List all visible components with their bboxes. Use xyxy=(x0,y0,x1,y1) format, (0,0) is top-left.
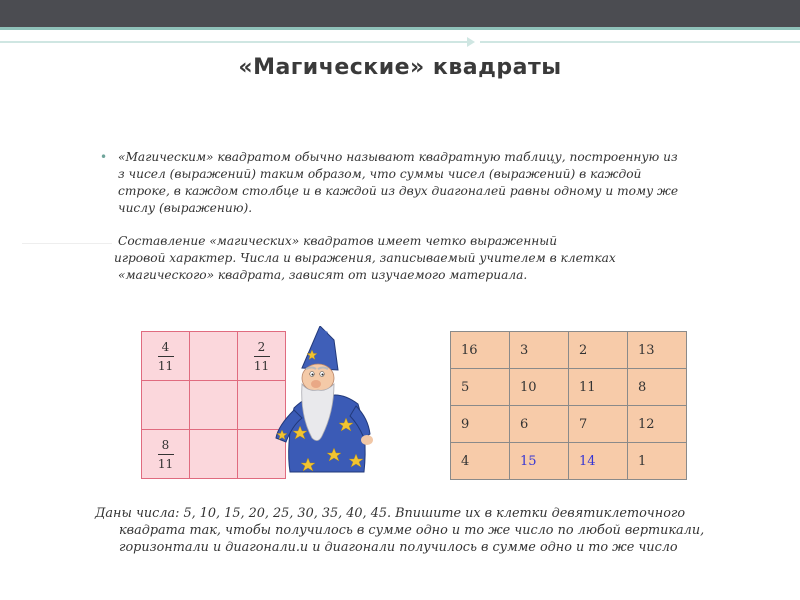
square-cell-highlighted: 15 xyxy=(510,443,569,480)
bullet-line: строке, в каждом столбце и в каждой из двух диагоналей равны одному и тому же xyxy=(118,184,679,198)
square-cell-empty xyxy=(190,381,238,430)
fraction-bar xyxy=(158,454,174,455)
bullet-icon: • xyxy=(100,150,108,164)
square-cell: 1 xyxy=(628,443,687,480)
square-cell xyxy=(142,332,190,381)
fraction-numerator: 8 xyxy=(161,437,170,452)
fraction-numerator: 2 xyxy=(257,339,266,354)
faint-divider xyxy=(22,243,112,244)
task-line: горизонтали и диагонали.и и диагонали получилось в сумме одно и то же число xyxy=(119,540,678,555)
bullet-line: «магического» квадрата, зависят от изучаемого материала. xyxy=(118,268,528,282)
slide-title: «Магические» квадраты xyxy=(238,55,562,80)
accent-arrow xyxy=(467,37,475,47)
bullet-text xyxy=(114,149,758,284)
square-cell: 11 xyxy=(569,369,628,406)
square-cell: 10 xyxy=(510,369,569,406)
slide-top-accent-line xyxy=(0,27,800,30)
fraction-numerator: 4 xyxy=(161,339,170,354)
task-line: Даны числа: 5, 10, 15, 20, 25, 30, 35, 40, 45. Впишите их в клетки девятиклеточного xyxy=(95,506,686,521)
square-cell: 4 xyxy=(451,443,510,480)
bullet-line: игровой характер. Числа и выражения, записываемый учителем в клетках xyxy=(114,251,616,265)
bullet-line: числу (выражению). xyxy=(118,201,253,215)
fraction-denominator: 11 xyxy=(157,456,174,471)
fraction-denominator: 11 xyxy=(253,358,270,373)
square-cell: 9 xyxy=(451,406,510,443)
square-cell-empty xyxy=(190,332,238,381)
square-cell: 3 xyxy=(510,332,569,369)
square-cell: 8 xyxy=(628,369,687,406)
fraction-bar xyxy=(254,356,270,357)
magic-square-numbers xyxy=(450,331,687,480)
square-cell xyxy=(142,430,190,479)
slide-top-bar xyxy=(0,0,800,27)
fraction-bar xyxy=(158,356,174,357)
square-cell-empty xyxy=(142,381,190,430)
bullet-line: Составление «магических» квадратов имеет четко выраженный xyxy=(118,234,558,248)
fraction-denominator: 11 xyxy=(157,358,174,373)
square-cell: 6 xyxy=(510,406,569,443)
square-cell: 12 xyxy=(628,406,687,443)
fraction xyxy=(254,340,270,373)
square-cell: 13 xyxy=(628,332,687,369)
magic-square-fractions xyxy=(141,331,286,479)
bullet-line: з чисел (выражений) таким образом, что суммы чисел (выражений) в каждой xyxy=(118,167,642,181)
task-text xyxy=(95,505,760,556)
wizard-illustration xyxy=(272,326,382,476)
fraction xyxy=(158,340,174,373)
square-cell: 7 xyxy=(569,406,628,443)
square-cell: 16 xyxy=(451,332,510,369)
task-line: квадрата так, чтобы получилось в сумме одно и то же число по любой вертикали, xyxy=(119,523,705,538)
bullet-line: «Магическим» квадратом обычно называют квадратную таблицу, построенную из xyxy=(118,150,678,164)
square-cell: 5 xyxy=(451,369,510,406)
accent-rule-left xyxy=(0,41,470,43)
square-cell-highlighted: 14 xyxy=(569,443,628,480)
square-cell-empty xyxy=(190,430,238,479)
fraction xyxy=(158,438,174,471)
square-cell: 2 xyxy=(569,332,628,369)
accent-rule-right xyxy=(480,41,800,43)
